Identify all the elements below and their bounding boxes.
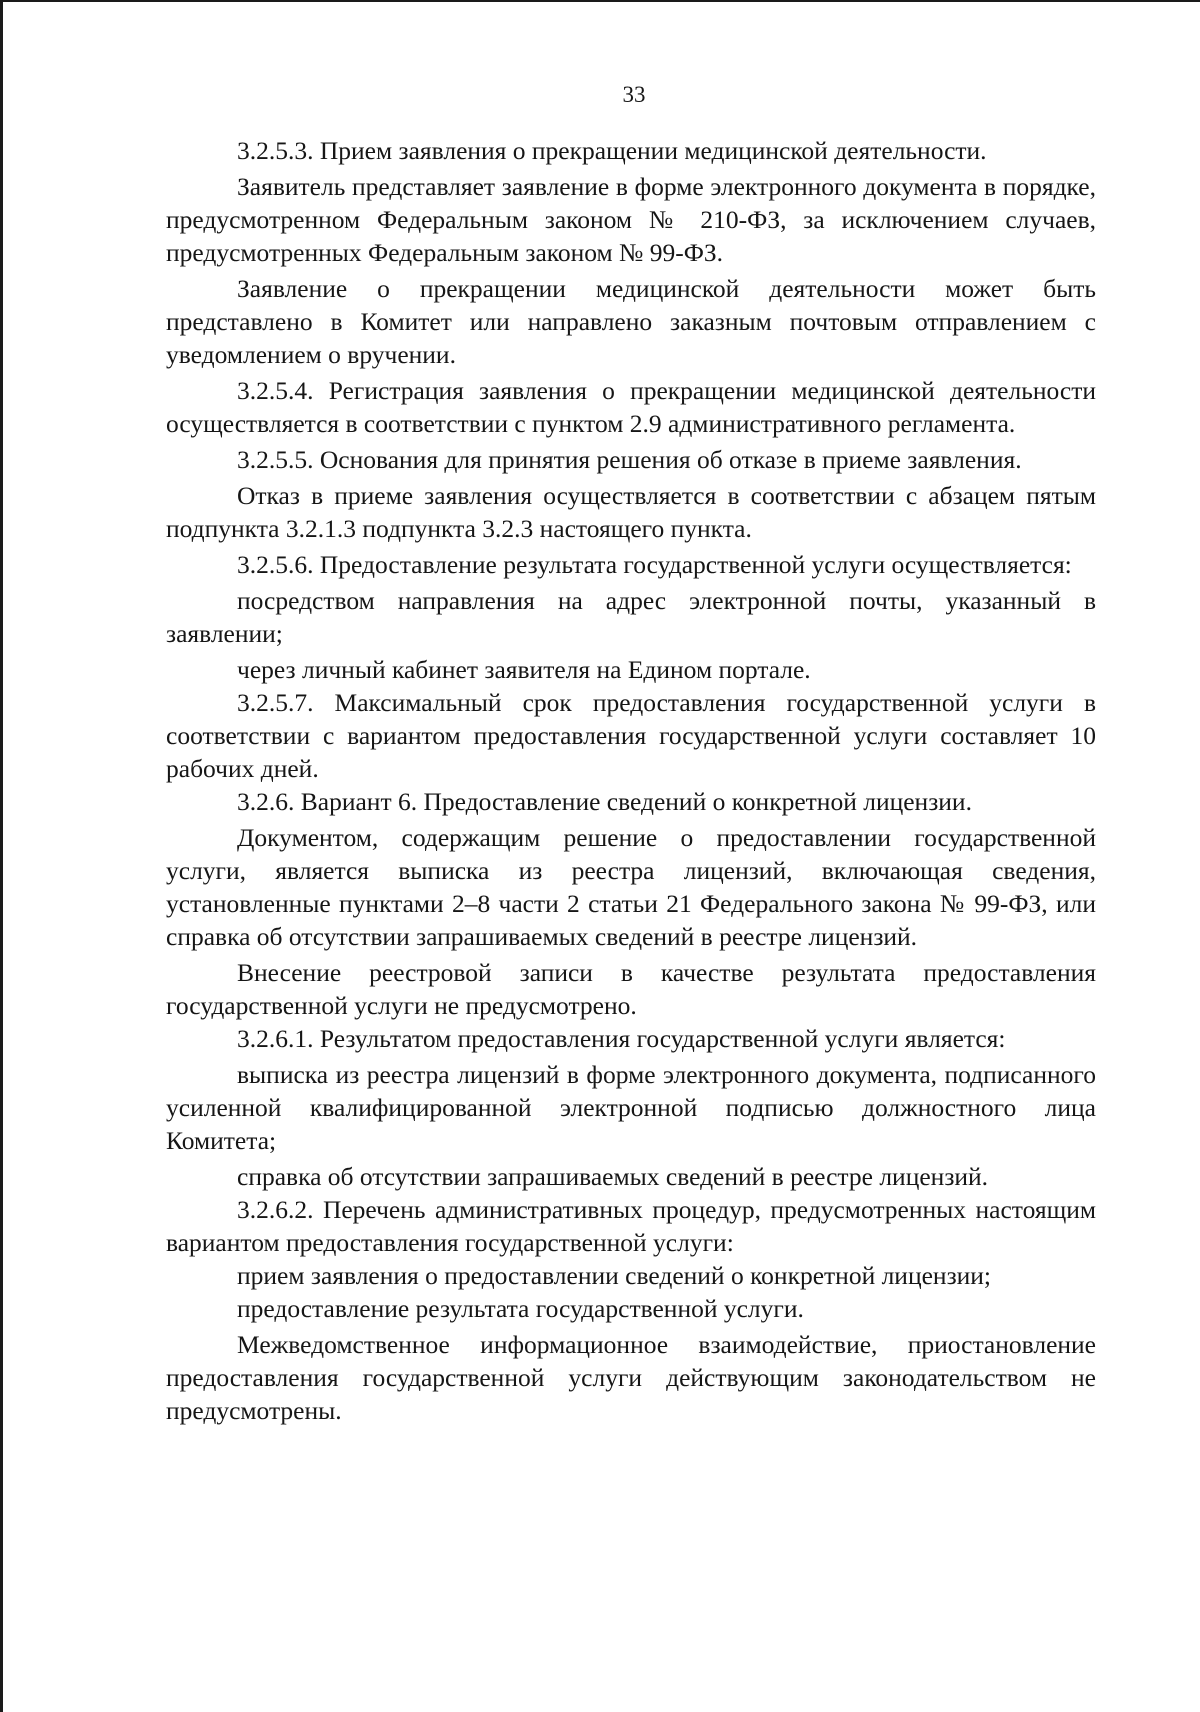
paragraph: предоставление результата государственной услуги. bbox=[237, 1294, 804, 1323]
paragraph: справка об отсутствии запрашиваемых сведений в реестре лицензий. bbox=[237, 1162, 989, 1191]
paragraph: выписка из реестра лицензий в форме электронного документа, подписанного усиленной квалифицированной электронной подписью должностного лица Комитета; bbox=[166, 1060, 1096, 1155]
document-body bbox=[166, 134, 1096, 1427]
scan-edge-left bbox=[0, 0, 3, 1712]
paragraph: прием заявления о предоставлении сведений о конкретной лицензии; bbox=[237, 1261, 992, 1290]
paragraph: Внесение реестровой записи в качестве результата предоставления государственной услуги не предусмотрено. bbox=[166, 958, 1096, 1020]
paragraph: Документом, содержащим решение о предоставлении государственной услуги, является выписка из реестра лицензий, включающая сведения, установленные пунктами 2–8 части 2 статьи 21 Федерального закона № 99-ФЗ, или справка об отсутствии запрашиваемых сведений в реестре лицензий. bbox=[166, 823, 1096, 951]
paragraph: Заявитель представляет заявление в форме электронного документа в порядке, предусмотренном Федеральным законом № 210-ФЗ, за исключением случаев, предусмотренных Федеральным законом № 99-ФЗ. bbox=[166, 172, 1096, 267]
paragraph: 3.2.5.7. Максимальный срок предоставления государственной услуги в соответствии с вариантом предоставления государственной услуги составляет 10 рабочих дней. bbox=[166, 688, 1096, 783]
paragraph: 3.2.6.2. Перечень административных процедур, предусмотренных настоящим вариантом предоставления государственной услуги: bbox=[166, 1195, 1096, 1257]
paragraph: Межведомственное информационное взаимодействие, приостановление предоставления государственной услуги действующим законодательством не предусмотрены. bbox=[166, 1330, 1096, 1425]
page-number: 33 bbox=[622, 82, 646, 107]
paragraph: 3.2.6. Вариант 6. Предоставление сведений о конкретной лицензии. bbox=[237, 787, 972, 816]
paragraph: посредством направления на адрес электронной почты, указанный в заявлении; bbox=[166, 586, 1096, 648]
paragraph: Заявление о прекращении медицинской деятельности может быть представлено в Комитет или направлено заказным почтовым отправлением с уведомлением о вручении. bbox=[166, 274, 1096, 369]
paragraph: 3.2.5.3. Прием заявления о прекращении медицинской деятельности. bbox=[237, 136, 987, 165]
scan-edge-top bbox=[0, 0, 1200, 2]
paragraph: 3.2.5.4. Регистрация заявления о прекращении медицинской деятельности осуществляется в соответствии с пунктом 2.9 административного регламента. bbox=[166, 376, 1096, 438]
paragraph: 3.2.6.1. Результатом предоставления государственной услуги является: bbox=[237, 1024, 1006, 1053]
paragraph: через личный кабинет заявителя на Едином портале. bbox=[237, 655, 811, 684]
paragraph: Отказ в приеме заявления осуществляется в соответствии с абзацем пятым подпункта 3.2.1.3 подпункта 3.2.3 настоящего пункта. bbox=[166, 481, 1096, 543]
paragraph: 3.2.5.6. Предоставление результата государственной услуги осуществляется: bbox=[237, 550, 1072, 579]
paragraph: 3.2.5.5. Основания для принятия решения об отказе в приеме заявления. bbox=[237, 445, 1022, 474]
